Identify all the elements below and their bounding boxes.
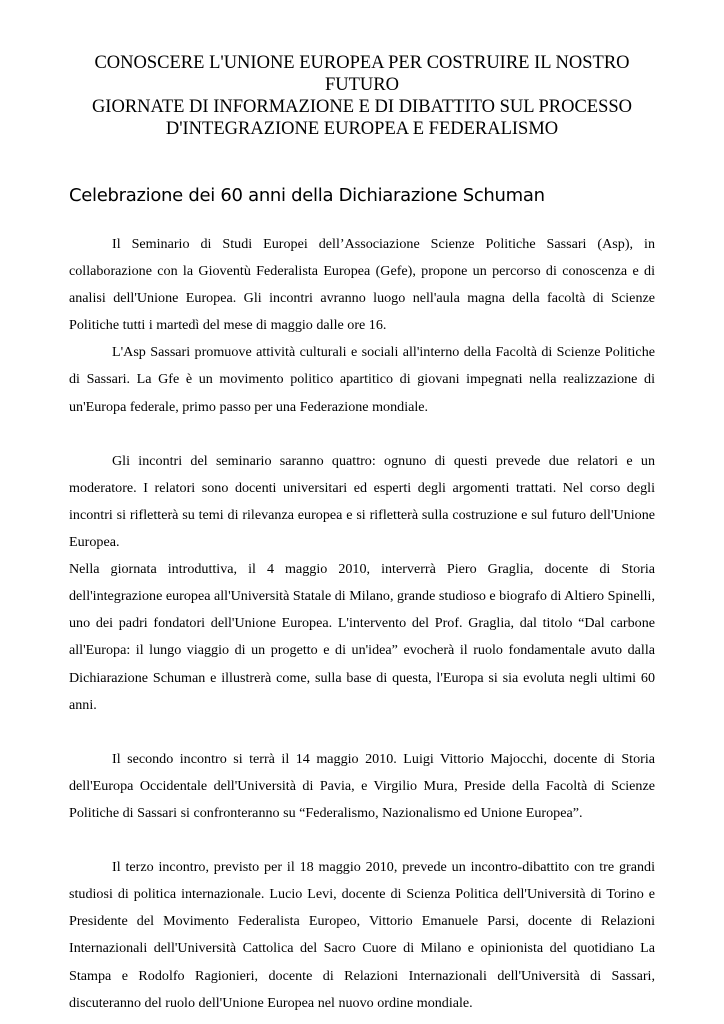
- document-body: [69, 231, 655, 1017]
- title-line-1: CONOSCERE L'UNIONE EUROPEA PER COSTRUIRE IL NOSTRO FUTURO: [94, 53, 630, 95]
- document-title: [69, 52, 655, 140]
- paragraph-spacer: [69, 421, 655, 448]
- title-line-2: GIORNATE DI INFORMAZIONE E DI DIBATTITO SUL PROCESSO D'INTEGRAZIONE EUROPEA E FEDERALISMO: [91, 97, 633, 139]
- paragraph-incontri: Gli incontri del seminario saranno quattro: ognuno di questi prevede due relatori e un moderatore. I relatori sono docenti universitari ed esperti degli argomenti trattati. Nel corso degli incontri si rifletterà su temi di rilevanza europea e si rifletterà sulla costruzione e sul futuro dell'Unione Europea.: [69, 452, 655, 551]
- paragraph-spacer: [69, 719, 655, 746]
- paragraph-terzo-incontro: Il terzo incontro, previsto per il 18 maggio 2010, prevede un incontro-dibattito con tre grandi studiosi di politica internazionale. Lucio Levi, docente di Scienza Politica dell'Università di Torino e Presidente del Movimento Federalista Europeo, Vittorio Emanuele Parsi, docente di Relazioni Internazionali dell'Università Cattolica del Sacro Cuore di Milano e opinionista del quotidiano La Stampa e Rodolfo Ragionieri, docente di Relazioni Internazionali dell'Università di Sassari, discuteranno del ruolo dell'Unione Europea nel nuovo ordine mondiale.: [69, 859, 655, 1011]
- paragraph-asp-gfe: L'Asp Sassari promuove attività culturali e sociali all'interno della Facoltà di Scienze Politiche di Sassari. La Gfe è un movimento politico apartitico di giovani impegnati nella realizzazione di un'Europa federale, primo passo per una Federazione mondiale.: [69, 344, 655, 415]
- paragraph-spacer: [69, 827, 655, 854]
- document-page: [69, 52, 655, 1017]
- paragraph-giornata-introduttiva: Nella giornata introduttiva, il 4 maggio 2010, interverrà Piero Graglia, docente di Storia dell'integrazione europea all'Università Statale di Milano, grande studioso e biografo di Altiero Spinelli, uno dei padri fondatori dell'Unione Europea. L'intervento del Prof. Graglia, dal titolo “Dal carbone all'Europa: il lungo viaggio di un progetto e di un'idea” evocherà il ruolo fondamentale avuto dalla Dichiarazione Schuman e illustrerà come, sulla base di questa, l'Europa si sia evoluta negli ultimi 60 anni.: [69, 561, 655, 713]
- paragraph-intro: Il Seminario di Studi Europei dell’Associazione Scienze Politiche Sassari (Asp), in collaborazione con la Gioventù Federalista Europea (Gefe), propone un percorso di conoscenza e di analisi dell'Unione Europea. Gli incontri avranno luogo nell'aula magna della facoltà di Scienze Politiche tutti i martedì del mese di maggio dalle ore 16.: [69, 236, 655, 334]
- paragraph-secondo-incontro: Il secondo incontro si terrà il 14 maggio 2010. Luigi Vittorio Majocchi, docente di Storia dell'Europa Occidentale dell'Università di Pavia, e Virgilio Mura, Preside della Facoltà di Scienze Politiche di Sassari si confronteranno su “Federalismo, Nazionalismo ed Unione Europea”.: [69, 750, 655, 821]
- document-subtitle: Celebrazione dei 60 anni della Dichiarazione Schuman: [69, 185, 545, 206]
